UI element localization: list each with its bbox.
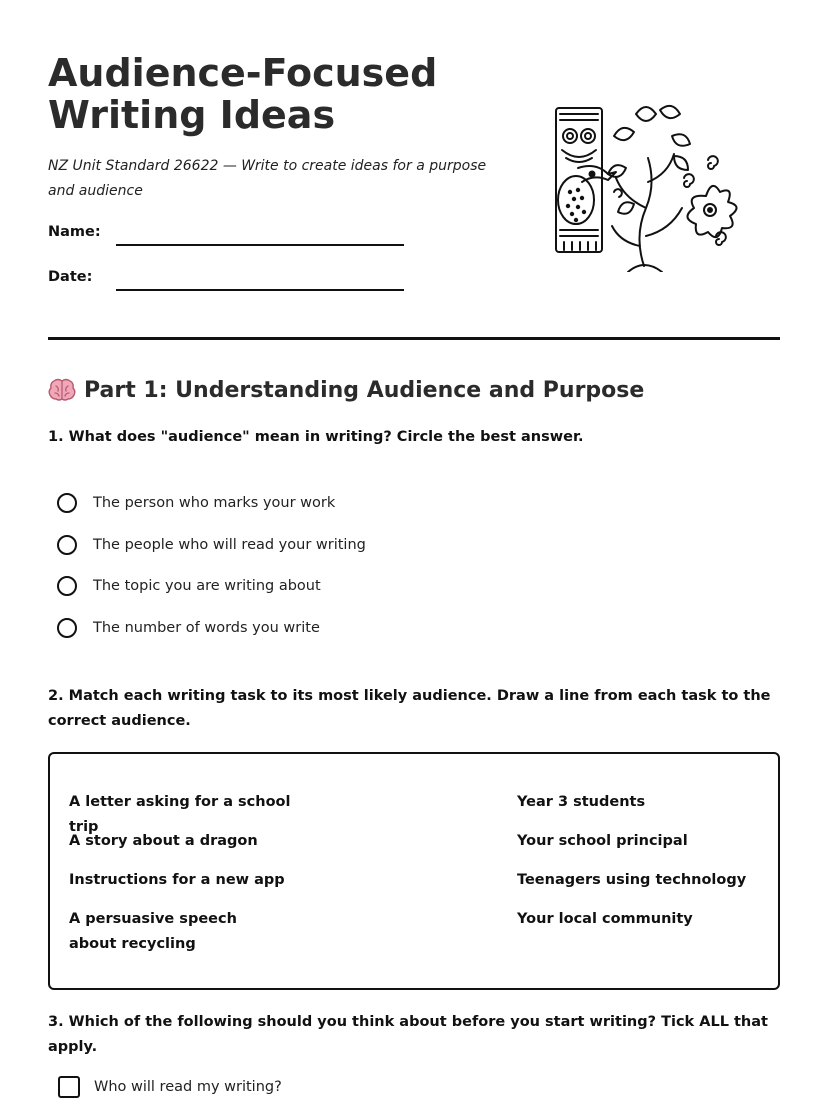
radio-circle[interactable] [57, 493, 77, 513]
option-label: The topic you are writing about [93, 578, 321, 594]
section-title: Part 1: Understanding Audience and Purpose [84, 377, 645, 403]
question-1: 1. What does "audience" mean in writing? Circle the best answer. [48, 429, 584, 445]
match-task[interactable]: A story about a dragon [69, 833, 258, 849]
option-label: The people who will read your writing [93, 537, 366, 553]
matching-box [48, 752, 780, 990]
section-heading [48, 374, 788, 406]
q1-option-3[interactable] [57, 573, 321, 599]
maori-art-illustration [548, 96, 742, 272]
q1-option-4[interactable] [57, 615, 320, 641]
name-label: Name: [48, 224, 101, 240]
date-field[interactable] [116, 289, 404, 291]
match-audience[interactable]: Your local community [517, 911, 693, 927]
name-field[interactable] [116, 244, 404, 246]
q1-option-1[interactable] [57, 490, 335, 516]
option-label: The person who marks your work [93, 495, 336, 511]
date-label: Date: [48, 269, 93, 285]
match-task[interactable]: Instructions for a new app [69, 872, 285, 888]
option-label: Who will read my writing? [94, 1079, 282, 1095]
q1-option-2[interactable] [57, 532, 366, 558]
radio-circle[interactable] [57, 576, 77, 596]
question-3: 3. Which of the following should you think about before you start writing? Tick ALL that apply. [48, 1014, 768, 1055]
checkbox[interactable] [58, 1076, 80, 1098]
brain-icon [48, 376, 76, 404]
question-2: 2. Match each writing task to its most likely audience. Draw a line from each task to the correct audience. [48, 688, 771, 729]
match-task[interactable]: A letter asking for a school trip [69, 794, 291, 835]
page-subtitle: NZ Unit Standard 26622 — Write to create ideas for a purpose and audience [48, 158, 487, 199]
section-divider [48, 337, 780, 340]
match-task[interactable]: A persuasive speech about recycling [69, 911, 237, 952]
match-audience[interactable]: Year 3 students [517, 794, 646, 810]
radio-circle[interactable] [57, 618, 77, 638]
match-audience[interactable]: Your school principal [517, 833, 688, 849]
radio-circle[interactable] [57, 535, 77, 555]
option-label: The number of words you write [93, 620, 320, 636]
match-audience[interactable]: Teenagers using technology [517, 872, 747, 888]
page-title: Audience-Focused Writing Ideas [48, 51, 438, 137]
q3-option-1[interactable] [58, 1074, 282, 1100]
